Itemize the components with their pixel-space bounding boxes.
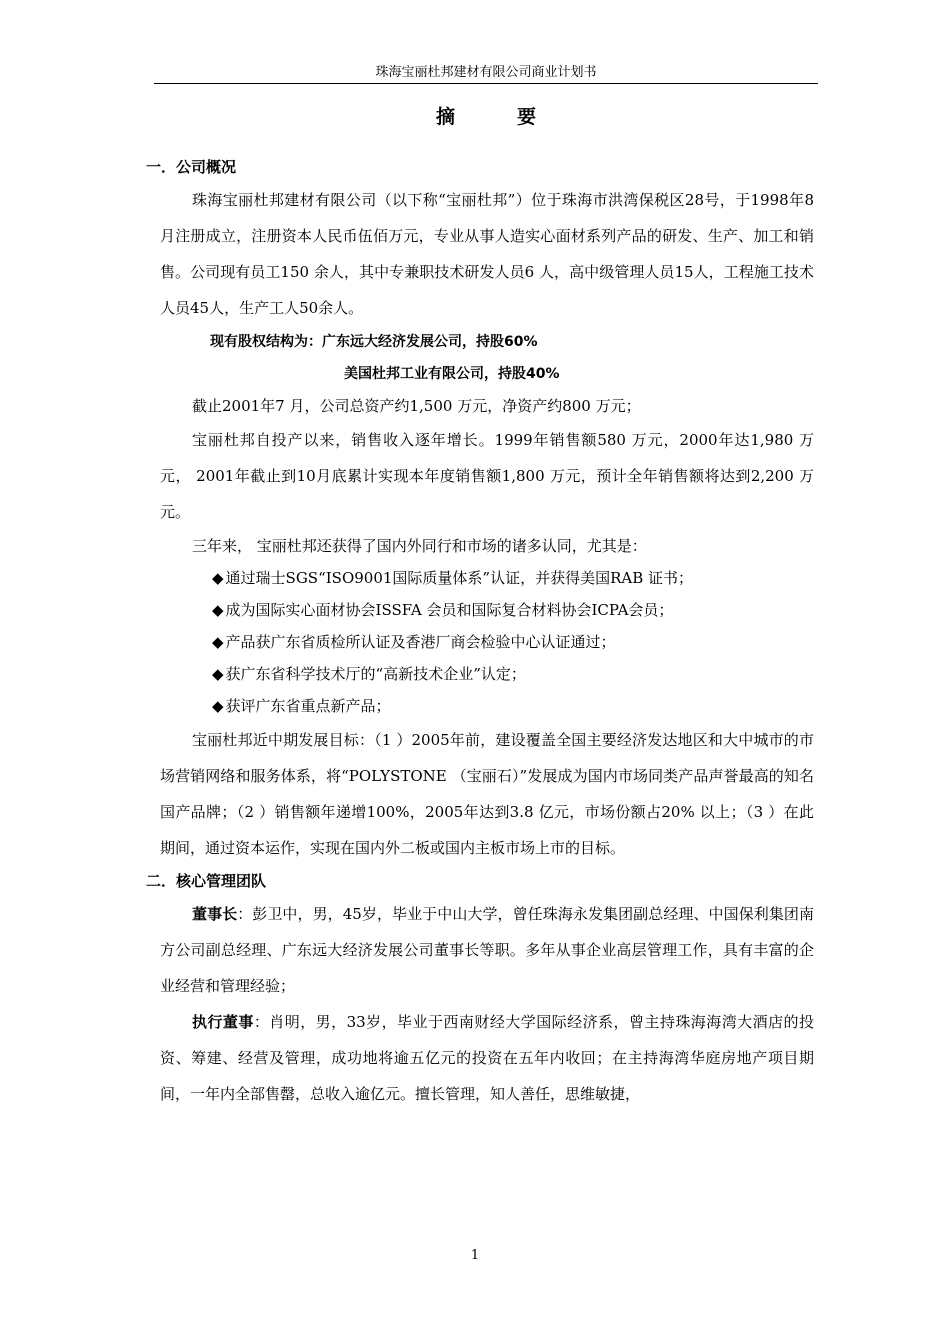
assets-paragraph: 截止2001年7 月，公司总资产约1,500 万元，净资产约800 万元； xyxy=(192,397,641,415)
executive-text: ：肖明，男，33岁，毕业于西南财经大学国际经济系，曾主持珠海海湾大酒店的投资、筹建、经营及管理，成功地将逾五亿元的投资在五年内收回；在主持海湾华庭房地产项目期间，一年内全部售罄，总收入逾亿元。擅长管理，知人善任，思维敏捷， xyxy=(160,1013,814,1103)
section-heading-overview: 一．公司概况 xyxy=(146,158,237,176)
running-header: 珠海宝丽杜邦建材有限公司商业计划书 xyxy=(154,64,818,84)
sales-paragraph: 宝丽杜邦自投产以来，销售收入逐年增长。1999年销售额580 万元，2000年达1,980 万元， 2001年截止到10月底累计实现本年度销售额1,800 万元，预计全年销售额将达到2,200 万元。 xyxy=(160,431,814,521)
recognition-intro: 三年来， 宝丽杜邦还获得了国内外同行和市场的诸多认同，尤其是： xyxy=(192,537,647,555)
list-item xyxy=(160,690,814,722)
diamond-bullet-icon: ◆ xyxy=(212,569,224,587)
chairman-label: 董事长 xyxy=(192,905,238,923)
chairman-paragraph xyxy=(160,896,814,1004)
list-item-text: 成为国际实心面材协会ISSFA 会员和国际复合材料协会ICPA会员； xyxy=(225,601,674,619)
list-item-text: 获评广东省重点新产品； xyxy=(225,697,391,715)
list-item-text: 获广东省科学技术厅的“高新技术企业”认定； xyxy=(225,665,526,683)
overview-paragraph: 珠海宝丽杜邦建材有限公司（以下称“宝丽杜邦”）位于珠海市洪湾保税区28号，于1998年8 月注册成立，注册资本人民币伍佰万元，专业从事人造实心面材系列产品的研发、生产、加工和销售。公司现有员工150 余人，其中专兼职技术研发人员6 人，高中级管理人员15人，工程施工技术人员45人，生产工人50余人。 xyxy=(160,191,814,317)
list-item xyxy=(160,594,814,626)
list-item-text: 产品获广东省质检所认证及香港厂商会检验中心认证通过； xyxy=(225,633,616,651)
document-title: 摘要 xyxy=(435,106,598,128)
diamond-bullet-icon: ◆ xyxy=(212,601,224,619)
list-item-text: 通过瑞士SGS“ISO9001国际质量体系”认证，并获得美国RAB 证书； xyxy=(225,569,694,587)
section-heading-team: 二．核心管理团队 xyxy=(146,872,267,890)
list-item xyxy=(160,626,814,658)
page-number: 1 xyxy=(470,1248,480,1263)
goals-paragraph: 宝丽杜邦近中期发展目标：（1 ）2005年前，建设覆盖全国主要经济发达地区和大中城市的市场营销网络和服务体系，将“POLYSTONE （宝丽石）”发展成为国内市场同类产品声誉最高的知名国产品牌；（2 ）销售额年递增100%，2005年达到3.8 亿元，市场份额占20% 以上；（3 ）在此期间，通过资本运作，实现在国内外二板或国内主板市场上市的目标。 xyxy=(160,731,814,857)
diamond-bullet-icon: ◆ xyxy=(212,697,224,715)
executive-paragraph xyxy=(160,1004,814,1112)
diamond-bullet-icon: ◆ xyxy=(212,665,224,683)
chairman-text: ：彭卫中，男，45岁，毕业于中山大学，曾任珠海永发集团副总经理、中国保利集团南方公司副总经理、广东远大经济发展公司董事长等职。多年从事企业高层管理工作，具有丰富的企业经营和管理经验； xyxy=(160,905,814,995)
list-item xyxy=(160,658,814,690)
diamond-bullet-icon: ◆ xyxy=(212,633,224,651)
document-body xyxy=(146,152,814,1112)
equity-structure-line-2: 美国杜邦工业有限公司，持股40% xyxy=(344,366,560,382)
list-item xyxy=(160,562,814,594)
equity-structure-line-1: 现有股权结构为：广东远大经济发展公司，持股60% xyxy=(210,334,538,350)
recognition-list xyxy=(160,562,814,722)
executive-label: 执行董事 xyxy=(192,1013,254,1031)
